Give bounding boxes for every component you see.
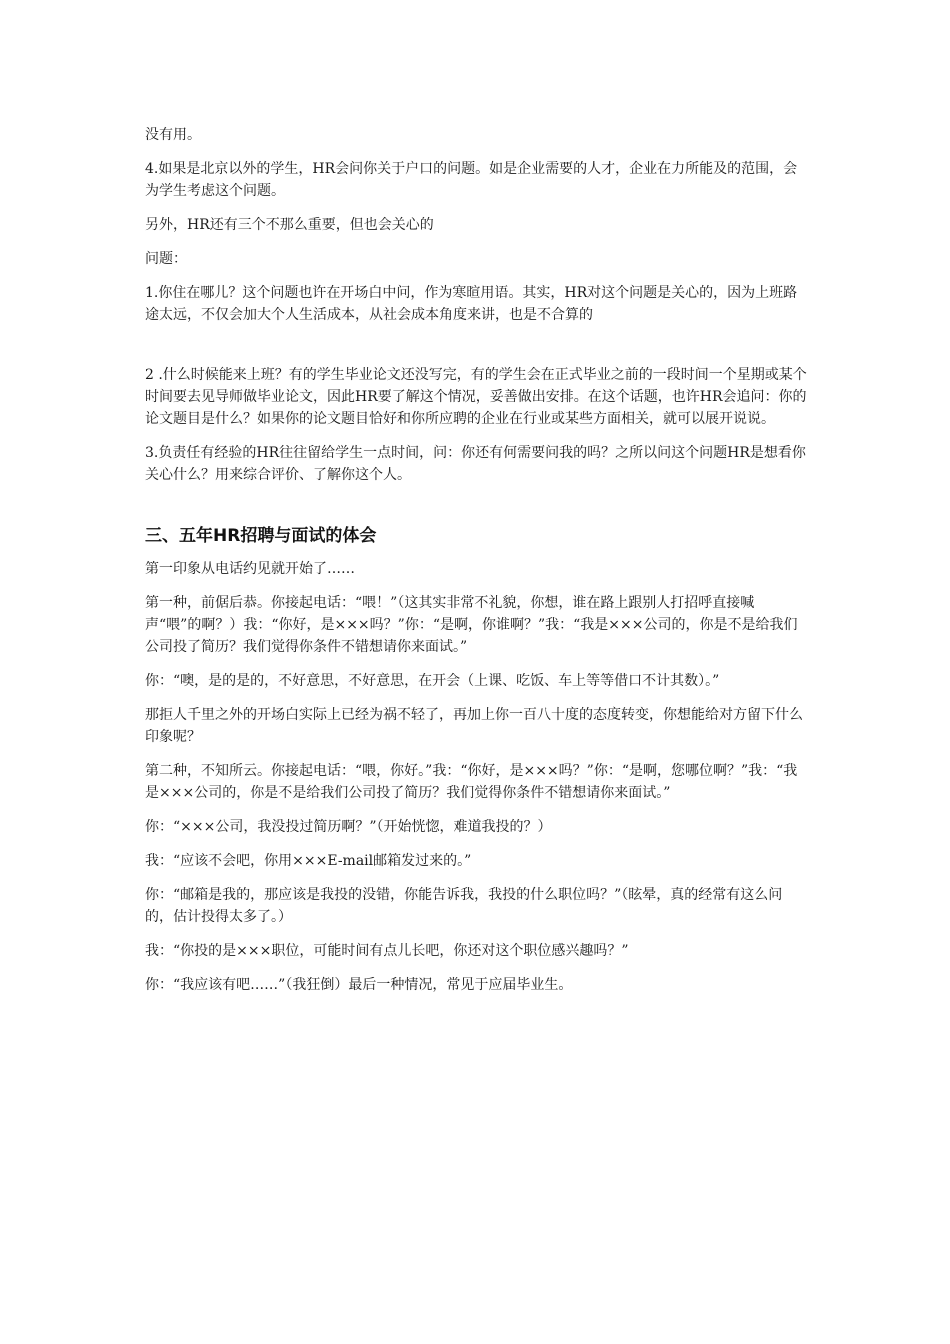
paragraph: 你：“噢，是的是的，不好意思，不好意思，在开会（上课、吃饭、车上等等借口不计其数）。” bbox=[145, 673, 720, 689]
paragraph: 没有用。 bbox=[145, 127, 201, 143]
paragraph: 另外，HR还有三个不那么重要，但也会关心的 bbox=[145, 217, 434, 233]
paragraph: 4.如果是北京以外的学生，HR会问你关于户口的问题。如是企业需要的人才，企业在力所能及的范围，会为学生考虑这个问题。 bbox=[145, 161, 798, 199]
document-body bbox=[145, 124, 810, 1008]
section-heading: 三、五年HR招聘与面试的体会 bbox=[145, 526, 377, 546]
paragraph: 你：“邮箱是我的，那应该是我投的没错，你能告诉我，我投的什么职位吗？”（眩晕，真的经常有这么问的，估计投得太多了。） bbox=[145, 887, 783, 925]
paragraph: 那拒人千里之外的开场白实际上已经为祸不轻了，再加上你一百八十度的态度转变，你想能给对方留下什么印象呢？ bbox=[145, 707, 803, 745]
paragraph: 2 .什么时候能来上班？有的学生毕业论文还没写完，有的学生会在正式毕业之前的一段时间一个星期或某个时间要去见导师做毕业论文，因此HR要了解这个情况，妥善做出安排。在这个话题，也许HR会追问：你的论文题目是什么？如果你的论文题目恰好和你所应聘的企业在行业或某些方面相关，就可以展开说说。 bbox=[145, 367, 807, 427]
spacer bbox=[145, 338, 810, 364]
paragraph: 3.负责任有经验的HR往往留给学生一点时间，问：你还有何需要问我的吗？之所以问这个问题HR是想看你关心什么？用来综合评价、了解你这个人。 bbox=[145, 445, 806, 483]
paragraph: 第二种，不知所云。你接起电话：“喂，你好。”我：“你好，是×××吗？”你：“是啊，您哪位啊？”我：“我是×××公司的，你是不是给我们公司投了简历？我们觉得你条件不错想请你来面试。” bbox=[145, 763, 798, 801]
paragraph: 问题： bbox=[145, 251, 187, 267]
paragraph: 我：“你投的是×××职位，可能时间有点儿长吧，你还对这个职位感兴趣吗？” bbox=[145, 943, 629, 959]
paragraph: 第一种，前倨后恭。你接起电话：“喂！”（这其实非常不礼貌，你想，谁在路上跟别人打招呼直接喊声“喂”的啊？）我：“你好，是×××吗？”你：“是啊，你谁啊？”我：“我是×××公司的，你是不是给我们公司投了简历？我们觉得你条件不错想请你来面试。” bbox=[145, 595, 798, 655]
paragraph: 你：“我应该有吧……”（我狂倒）最后一种情况，常见于应届毕业生。 bbox=[145, 977, 573, 993]
paragraph: 第一印象从电话约见就开始了…… bbox=[145, 561, 355, 577]
paragraph: 我：“应该不会吧，你用×××E-mail邮箱发过来的。” bbox=[145, 853, 472, 869]
paragraph: 你：“×××公司，我没投过简历啊？”（开始恍惚，难道我投的？） bbox=[145, 819, 552, 835]
paragraph: 1.你住在哪儿？这个问题也许在开场白中问，作为寒暄用语。其实，HR对这个问题是关心的，因为上班路途太远，不仅会加大个人生活成本，从社会成本角度来讲，也是不合算的 bbox=[145, 285, 798, 323]
